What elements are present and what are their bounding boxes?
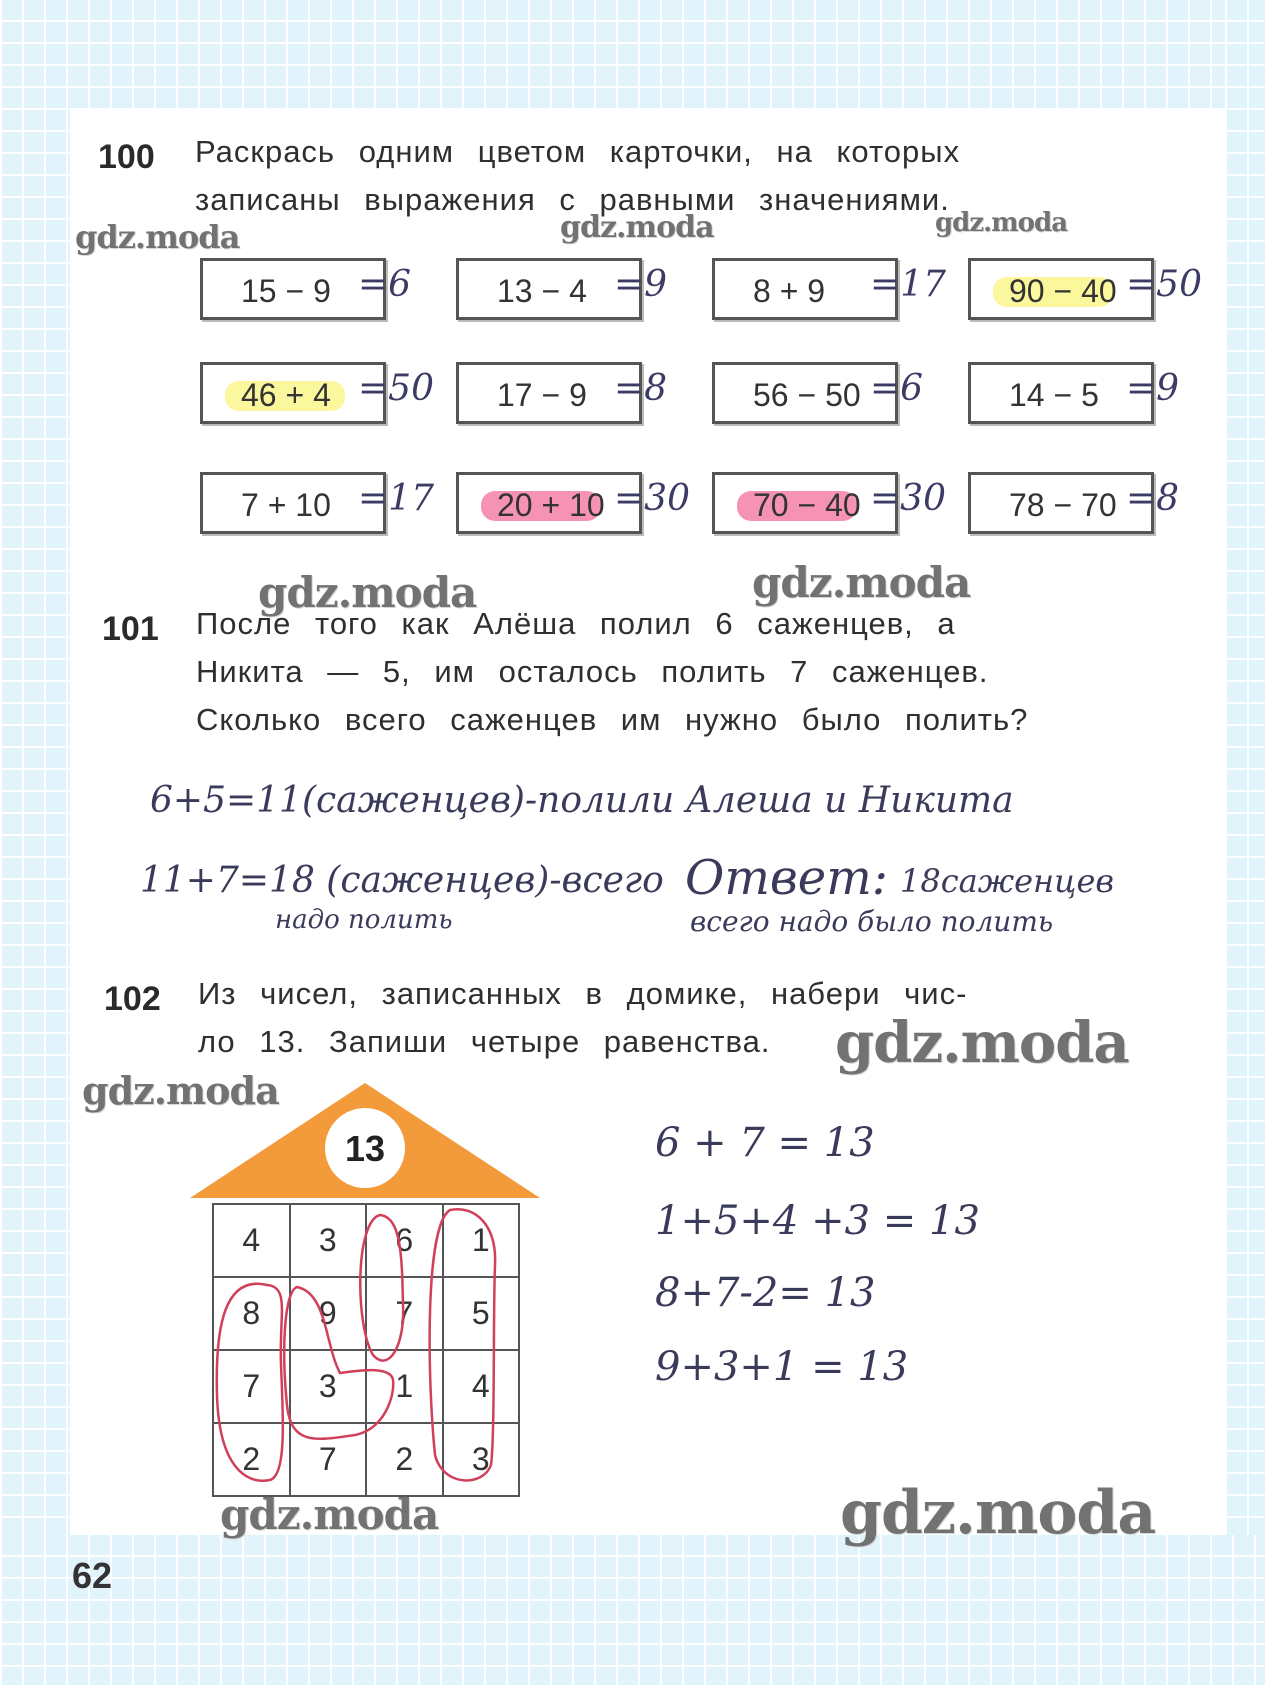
card-expression: 13 − 4 [497,273,587,309]
grid-cell: 8 [213,1277,290,1350]
grid-cell: 4 [213,1204,290,1277]
card-expression: 20 + 10 [497,487,605,523]
background-tiles-left [0,0,70,1685]
watermark: gdz.moda [560,210,714,245]
handwritten-answer-label: Ответ: [685,850,888,906]
task-101-number: 101 [102,610,159,648]
background-tiles-bottom [0,1535,1265,1685]
watermark: gdz.moda [935,208,1068,238]
card-handwritten-answer: =9 [614,264,668,305]
watermark: gdz.moda [752,558,971,607]
grid-cell: 3 [290,1204,367,1277]
task-102-text-line2: ло 13. Запиши четыре равенства. [198,1024,771,1059]
card-handwritten-answer: =17 [870,264,946,305]
task-100-text-line2: записаны выражения с равными значениями. [195,182,950,217]
background-tiles-right [1225,0,1265,1685]
grid-cell: 1 [366,1350,443,1423]
grid-cell: 7 [290,1423,367,1496]
task-100-text-line1: Раскрась одним цветом карточки, на которых [195,134,961,169]
grid-cell: 7 [213,1350,290,1423]
card-handwritten-answer: =17 [358,478,434,519]
grid-cell: 2 [213,1423,290,1496]
card-expression: 90 − 40 [1009,273,1117,309]
roof-number: 13 [344,1128,386,1169]
grid-cell: 6 [366,1204,443,1277]
task-101-text-line2: Никита — 5, им осталось полить 7 саженцев. [196,654,989,689]
watermark: gdz.moda [220,1490,439,1539]
card-handwritten-answer: =30 [870,478,946,519]
handwritten-solution-line1: 6+5=11(саженцев)-полили Алеша и Никита [150,780,1014,821]
handwritten-solution-line2: 11+7=18 (саженцев)-всего [140,860,664,901]
handwritten-equation: 6 + 7 = 13 [655,1120,875,1166]
card-expression: 8 + 9 [753,273,826,309]
handwritten-equation: 8+7-2= 13 [655,1270,876,1316]
watermark: gdz.moda [82,1068,279,1113]
grid-cell: 4 [443,1350,520,1423]
grid-cell: 1 [443,1204,520,1277]
card-handwritten-answer: =6 [358,264,412,305]
handwritten-equation: 1+5+4 +3 = 13 [655,1198,980,1244]
grid-cell: 7 [366,1277,443,1350]
card-expression: 17 − 9 [497,377,587,413]
card-expression: 70 − 40 [753,487,861,523]
house-roof [190,1083,540,1203]
watermark: gdz.moda [258,568,477,617]
handwritten-solution-line2b: надо полить [275,905,453,935]
grid-cell: 3 [290,1350,367,1423]
card-expression: 14 − 5 [1009,377,1099,413]
card-handwritten-answer: =8 [1126,478,1180,519]
grid-cell: 2 [366,1423,443,1496]
handwritten-answer-text: 18саженцев [900,862,1114,900]
card-expression: 7 + 10 [241,487,331,523]
card-expression: 15 − 9 [241,273,331,309]
grid-cell: 9 [290,1277,367,1350]
task-102-text-line1: Из чисел, записанных в домике, набери чис- [198,976,968,1011]
card-handwritten-answer: =8 [614,368,668,409]
task-102-number: 102 [104,980,161,1018]
watermark: gdz.moda [840,1478,1156,1548]
grid-cell: 3 [443,1423,520,1496]
handwritten-answer-text2: всего надо было полить [690,905,1054,938]
card-handwritten-answer: =9 [1126,368,1180,409]
watermark: gdz.moda [835,1010,1129,1076]
pen-loops [205,1195,530,1495]
watermark: gdz.moda [75,218,240,256]
card-handwritten-answer: =50 [358,368,434,409]
card-handwritten-answer: =50 [1126,264,1202,305]
task-101-text-line3: Сколько всего саженцев им нужно было полить? [196,702,1029,737]
handwritten-equation: 9+3+1 = 13 [655,1344,909,1390]
task-100-number: 100 [98,138,155,176]
card-expression: 46 + 4 [241,377,331,413]
card-handwritten-answer: =30 [614,478,690,519]
card-handwritten-answer: =6 [870,368,924,409]
page-number: 62 [72,1555,113,1596]
grid-cell: 5 [443,1277,520,1350]
background-tiles-top [0,0,1265,110]
card-expression: 56 − 50 [753,377,861,413]
task-101-text-line1: После того как Алёша полил 6 саженцев, а [196,606,956,641]
card-expression: 78 − 70 [1009,487,1117,523]
